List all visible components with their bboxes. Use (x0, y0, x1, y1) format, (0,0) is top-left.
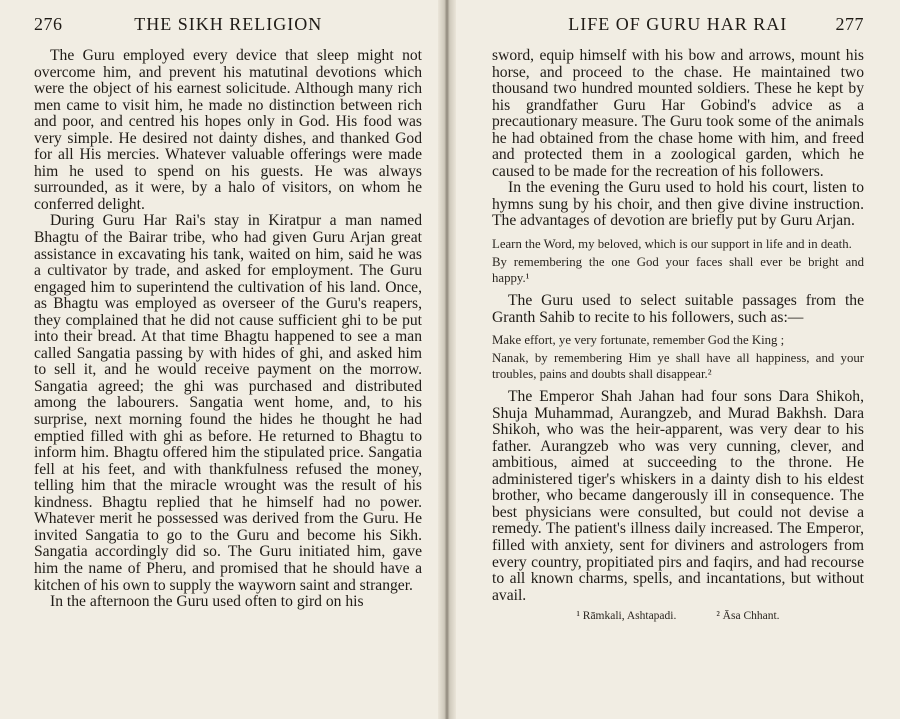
paragraph: The Guru employed every device that sleep might not overcome him, and prevent his matutinal devotions which were the object of his earnest solicitude. Although many rich men came to visit him, he made no distinction between rich and poor, and centred his hopes only in God. His food was very simple. He desired not dainty dishes, and thanked God for all His mercies. Whatever valuable offerings were made him he used to spend on his guests. He was always surrounded, as it were, by a halo of visitors, on whom he conferred delight. (34, 47, 422, 213)
running-title: LIFE OF GURU HAR RAI (568, 14, 788, 34)
paragraph: sword, equip himself with his bow and arrows, mount his horse, and proceed to the chase. He maintained two thousand two hundred mounted soldiers. These he kept by his grandfather Guru Har Gobind's advice as a precautionary measure. The Guru took some of the animals he had obtained from the chase home with him, and freed and protected them in a zoological garden, which he caused to be made for the recreation of his followers. (492, 47, 864, 180)
footnote: ¹ Rāmkali, Ashtapadi. (576, 610, 677, 623)
paragraph: The Emperor Shah Jahan had four sons Dara Shikoh, Shuja Muhammad, Aurangzeb, and Murad Bakhsh. Dara Shikoh, who was the heir-apparent, was very dear to his father. Aurangzeb who was very cunning, clever, and ambitious, aimed at succeeding to the throne. He administered tiger's whiskers in a dainty dish to his eldest brother, who became dangerously ill in consequence. The best physicians were consulted, but could not devise a remedy. The patient's illness daily increased. The Emperor, filled with anxiety, sent for diviners and astrologers from every country, propitiated pirs and faqirs, and had recourse to all known charms, spells, and incantations, but without avail. (492, 388, 864, 604)
verse-quote: Nanak, by remembering Him ye shall have all happiness, and your troubles, pains and doubts shall disappear.² (492, 351, 864, 382)
verse-quote: By remembering the one God your faces shall ever be bright and happy.¹ (492, 255, 864, 286)
right-page (446, 0, 900, 719)
paragraph: In the afternoon the Guru used often to gird on his (50, 593, 364, 611)
right-running-head (492, 14, 864, 42)
book-gutter (438, 0, 456, 719)
running-title: THE SIKH RELIGION (134, 14, 323, 34)
footnotes (492, 610, 864, 622)
left-body-text (34, 48, 422, 611)
verse-quote: Make effort, ye very fortunate, remember God the King ; (492, 333, 785, 348)
right-body-text (492, 48, 864, 622)
page-number: 276 (34, 14, 63, 34)
left-running-head (34, 14, 422, 42)
verse-quote: Learn the Word, my beloved, which is our support in life and in death. (492, 237, 852, 252)
left-page (0, 0, 446, 719)
paragraph: The Guru used to select suitable passages from the Granth Sahib to recite to his followers, such as:— (492, 292, 864, 326)
paragraph: During Guru Har Rai's stay in Kiratpur a man named Bhagtu of the Bairar tribe, who had given Guru Arjan great assistance in excavating his tank, waited on him, said he was a cultivator by trade, and asked for employment. The Guru engaged him to superintend the cultivation of his land. Once, as Bhagtu was employed as overseer of the Guru's reapers, they complained that he did not cause sufficient ghi to be put into their bread. At that time Bhagtu happened to see a man called Sangatia passing by with hides of ghi, and asked him to sell it, and he would receive payment on the morrow. Sangatia agreed; the ghi was purchased and distributed among the labourers. Sangatia went home, and, to his surprise, next morning found the hides he thought he had emptied filled with ghi as before. He returned to Bhagtu to inform him. Bhagtu offered him the stipulated price. Sangatia fell at his feet, and with thankfulness refused the money, telling him that the miracle wrought was the result of his kindness. Bhagtu replied that he himself had no power. Whatever merit he possessed was derived from the Guru. He invited Sangatia to go to the Guru and become his Sikh. Sangatia accordingly did so. The Guru initiated him, gave him the name of Pheru, and promised that he should have a kitchen of his own to supply the wayworn saint and stranger. (34, 212, 422, 594)
page-number: 277 (835, 14, 864, 34)
footnote: ² Āsa Chhant. (716, 610, 780, 623)
paragraph: In the evening the Guru used to hold his court, listen to hymns sung by his choir, and then give divine instruction. The advantages of devotion are briefly put by Guru Arjan. (492, 179, 864, 230)
